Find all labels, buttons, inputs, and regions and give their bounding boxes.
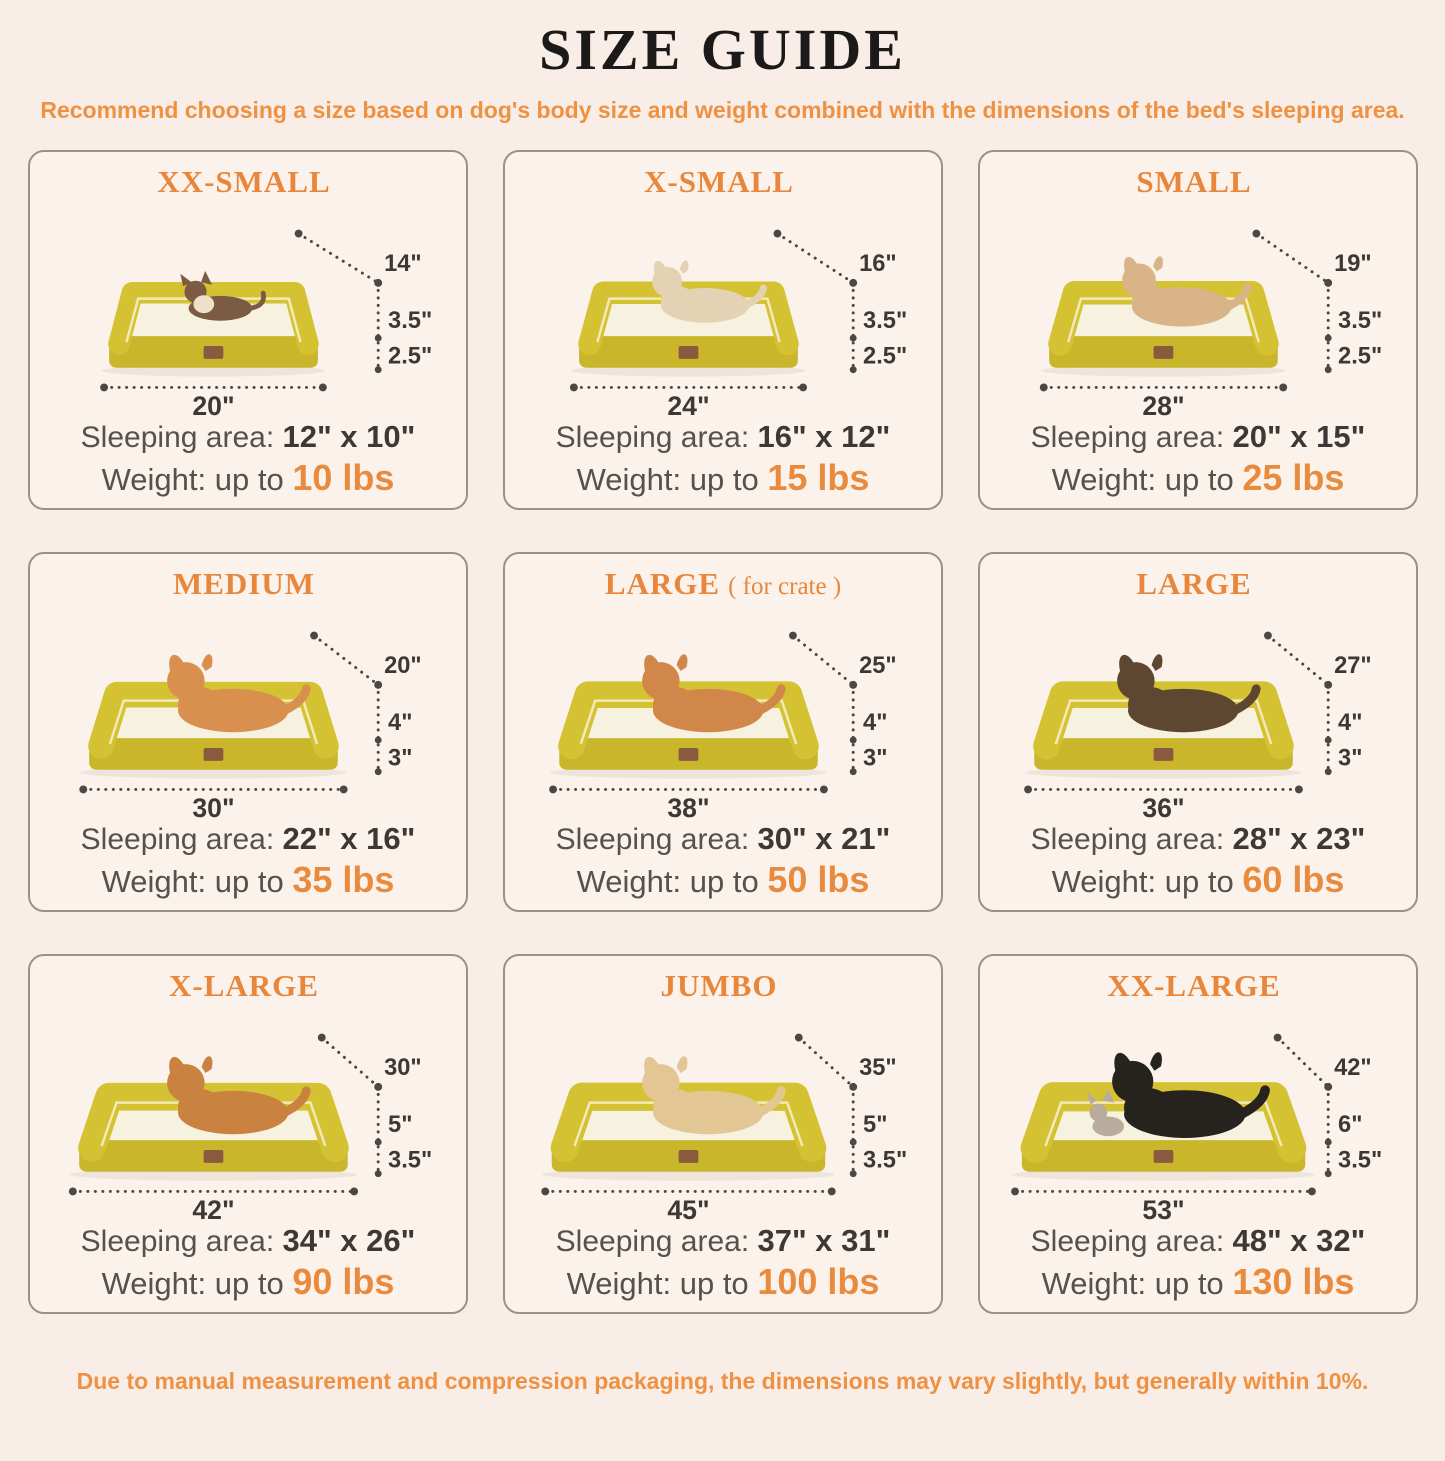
size-name: XX-LARGE	[1107, 968, 1281, 1003]
weight-value: 60 lbs	[1242, 859, 1345, 900]
size-card-title	[980, 968, 1416, 1004]
size-card-title	[980, 164, 1416, 200]
weight-label: Weight: up to	[566, 1266, 749, 1301]
size-card-title	[505, 968, 941, 1004]
sleeping-area-value: 20" x 15"	[1232, 419, 1366, 454]
weight-line	[505, 457, 941, 499]
weight-value: 10 lbs	[292, 457, 395, 498]
size-card-title	[505, 164, 941, 200]
sleeping-area-line	[505, 821, 941, 857]
bed-figure	[981, 200, 1415, 419]
bolster-height-label: 4"	[388, 710, 413, 737]
page-title: SIZE GUIDE	[539, 17, 906, 82]
page-subtitle: Recommend choosing a size based on dog's body size and weight combined with the dimensions of the bed's sleeping area.	[40, 97, 1405, 123]
sleeping-area-label: Sleeping area:	[1030, 823, 1225, 856]
front-width-label: 20"	[192, 391, 235, 419]
size-card-title	[30, 968, 466, 1004]
sleeping-area-line	[505, 419, 941, 455]
sleeping-area-label: Sleeping area:	[555, 823, 750, 856]
page-footer-note: Due to manual measurement and compression packaging, the dimensions may vary slightly, but generally within 10%.	[76, 1368, 1369, 1394]
size-card-x-small	[503, 150, 943, 510]
size-card-xx-small	[28, 150, 468, 510]
weight-value: 25 lbs	[1242, 457, 1345, 498]
bed-figure	[506, 200, 940, 419]
bed-illustration	[981, 1004, 1415, 1223]
size-card-title	[980, 566, 1416, 602]
front-width-label: 30"	[192, 793, 235, 821]
weight-label: Weight: up to	[576, 864, 759, 899]
bed-figure	[31, 602, 465, 821]
bed-illustration	[506, 1004, 940, 1223]
base-height-label: 3"	[388, 745, 413, 772]
sleeping-area-value: 34" x 26"	[282, 1223, 416, 1258]
weight-label: Weight: up to	[1051, 864, 1234, 899]
weight-value: 15 lbs	[767, 457, 870, 498]
base-height-label: 2.5"	[863, 343, 908, 370]
bed-figure	[981, 602, 1415, 821]
base-height-label: 3.5"	[863, 1147, 908, 1174]
back-width-label: 19"	[1334, 251, 1372, 278]
sleeping-area-line	[30, 419, 466, 455]
size-card-large-crate	[503, 552, 943, 912]
back-width-label: 25"	[859, 653, 897, 680]
weight-value: 130 lbs	[1232, 1261, 1355, 1302]
back-width-label: 20"	[384, 653, 422, 680]
bed-figure	[506, 602, 940, 821]
weight-line	[505, 1261, 941, 1303]
back-width-label: 14"	[384, 251, 422, 278]
bolster-height-label: 6"	[1338, 1112, 1363, 1139]
bed-illustration	[981, 200, 1415, 419]
bolster-height-label: 5"	[388, 1112, 413, 1139]
size-grid	[28, 150, 1418, 1314]
weight-value: 50 lbs	[767, 859, 870, 900]
bolster-height-label: 3.5"	[1338, 308, 1383, 335]
size-name: MEDIUM	[172, 566, 316, 601]
base-height-label: 3.5"	[388, 1147, 433, 1174]
sleeping-area-value: 37" x 31"	[757, 1223, 891, 1258]
sleeping-area-value: 48" x 32"	[1232, 1223, 1366, 1258]
weight-label: Weight: up to	[101, 462, 284, 497]
bolster-height-label: 5"	[863, 1112, 888, 1139]
weight-label: Weight: up to	[1041, 1266, 1224, 1301]
bolster-height-label: 3.5"	[388, 308, 433, 335]
base-height-label: 2.5"	[388, 343, 433, 370]
bed-figure	[981, 1004, 1415, 1223]
sleeping-area-line	[30, 1223, 466, 1259]
size-name: XX-SMALL	[157, 164, 331, 199]
back-width-label: 27"	[1334, 653, 1372, 680]
size-card-x-large	[28, 954, 468, 1314]
sleeping-area-label: Sleeping area:	[555, 421, 750, 454]
weight-line	[505, 859, 941, 901]
bed-illustration	[981, 602, 1415, 821]
front-width-label: 45"	[667, 1195, 710, 1223]
size-card-title	[30, 164, 466, 200]
weight-label: Weight: up to	[101, 864, 284, 899]
weight-value: 35 lbs	[292, 859, 395, 900]
size-name: SMALL	[1136, 164, 1252, 199]
sleeping-area-line	[980, 1223, 1416, 1259]
back-width-label: 35"	[859, 1055, 897, 1082]
weight-label: Weight: up to	[101, 1266, 284, 1301]
bed-brand-tag	[1154, 346, 1174, 359]
front-width-label: 53"	[1142, 1195, 1185, 1223]
bed-brand-tag	[204, 346, 224, 359]
bolster-height-label: 4"	[1338, 710, 1363, 737]
bolster-height-label: 3.5"	[863, 308, 908, 335]
size-name: X-SMALL	[644, 164, 794, 199]
size-card-large	[978, 552, 1418, 912]
sleeping-area-value: 22" x 16"	[282, 821, 416, 856]
base-height-label: 2.5"	[1338, 343, 1383, 370]
bed-figure	[31, 1004, 465, 1223]
base-height-label: 3"	[863, 745, 888, 772]
front-width-label: 36"	[1142, 793, 1185, 821]
sleeping-area-label: Sleeping area:	[1030, 1225, 1225, 1258]
size-card-title	[505, 566, 941, 602]
front-width-label: 28"	[1142, 391, 1185, 419]
bed-brand-tag	[204, 1150, 224, 1163]
back-width-label: 16"	[859, 251, 897, 278]
sleeping-area-line	[505, 1223, 941, 1259]
base-height-label: 3"	[1338, 745, 1363, 772]
bed-brand-tag	[204, 748, 224, 761]
size-card-small	[978, 150, 1418, 510]
size-name: X-LARGE	[169, 968, 319, 1003]
bed-brand-tag	[1154, 1150, 1174, 1163]
weight-line	[980, 859, 1416, 901]
sleeping-area-line	[980, 821, 1416, 857]
weight-line	[30, 1261, 466, 1303]
sleeping-area-label: Sleeping area:	[555, 1225, 750, 1258]
weight-line	[30, 457, 466, 499]
bed-figure	[31, 200, 465, 419]
front-width-label: 24"	[667, 391, 710, 419]
sleeping-area-value: 16" x 12"	[757, 419, 891, 454]
size-name: LARGE	[604, 566, 721, 601]
size-card-jumbo	[503, 954, 943, 1314]
bed-illustration	[31, 1004, 465, 1223]
weight-label: Weight: up to	[576, 462, 759, 497]
sleeping-area-label: Sleeping area:	[80, 421, 275, 454]
bolster-height-label: 4"	[863, 710, 888, 737]
weight-line	[980, 457, 1416, 499]
front-width-label: 38"	[667, 793, 710, 821]
weight-value: 90 lbs	[292, 1261, 395, 1302]
bed-illustration	[506, 200, 940, 419]
back-width-label: 42"	[1334, 1055, 1372, 1082]
weight-label: Weight: up to	[1051, 462, 1234, 497]
bed-illustration	[31, 602, 465, 821]
size-card-medium	[28, 552, 468, 912]
size-name-suffix: ( for crate )	[728, 573, 842, 600]
weight-value: 100 lbs	[757, 1261, 880, 1302]
back-width-label: 30"	[384, 1055, 422, 1082]
sleeping-area-label: Sleeping area:	[80, 1225, 275, 1258]
bed-brand-tag	[679, 346, 699, 359]
bed-brand-tag	[679, 1150, 699, 1163]
sleeping-area-value: 12" x 10"	[282, 419, 416, 454]
size-card-xx-large	[978, 954, 1418, 1314]
base-height-label: 3.5"	[1338, 1147, 1383, 1174]
sleeping-area-value: 28" x 23"	[1232, 821, 1366, 856]
sleeping-area-label: Sleeping area:	[1030, 421, 1225, 454]
sleeping-area-line	[980, 419, 1416, 455]
bed-brand-tag	[679, 748, 699, 761]
bed-illustration	[506, 602, 940, 821]
size-card-title	[30, 566, 466, 602]
sleeping-area-value: 30" x 21"	[757, 821, 891, 856]
size-name: JUMBO	[660, 968, 778, 1003]
weight-line	[980, 1261, 1416, 1303]
bed-figure	[506, 1004, 940, 1223]
sleeping-area-label: Sleeping area:	[80, 823, 275, 856]
bed-brand-tag	[1154, 748, 1174, 761]
bed-illustration	[31, 200, 465, 419]
weight-line	[30, 859, 466, 901]
sleeping-area-line	[30, 821, 466, 857]
size-name: LARGE	[1136, 566, 1252, 601]
front-width-label: 42"	[192, 1195, 235, 1223]
